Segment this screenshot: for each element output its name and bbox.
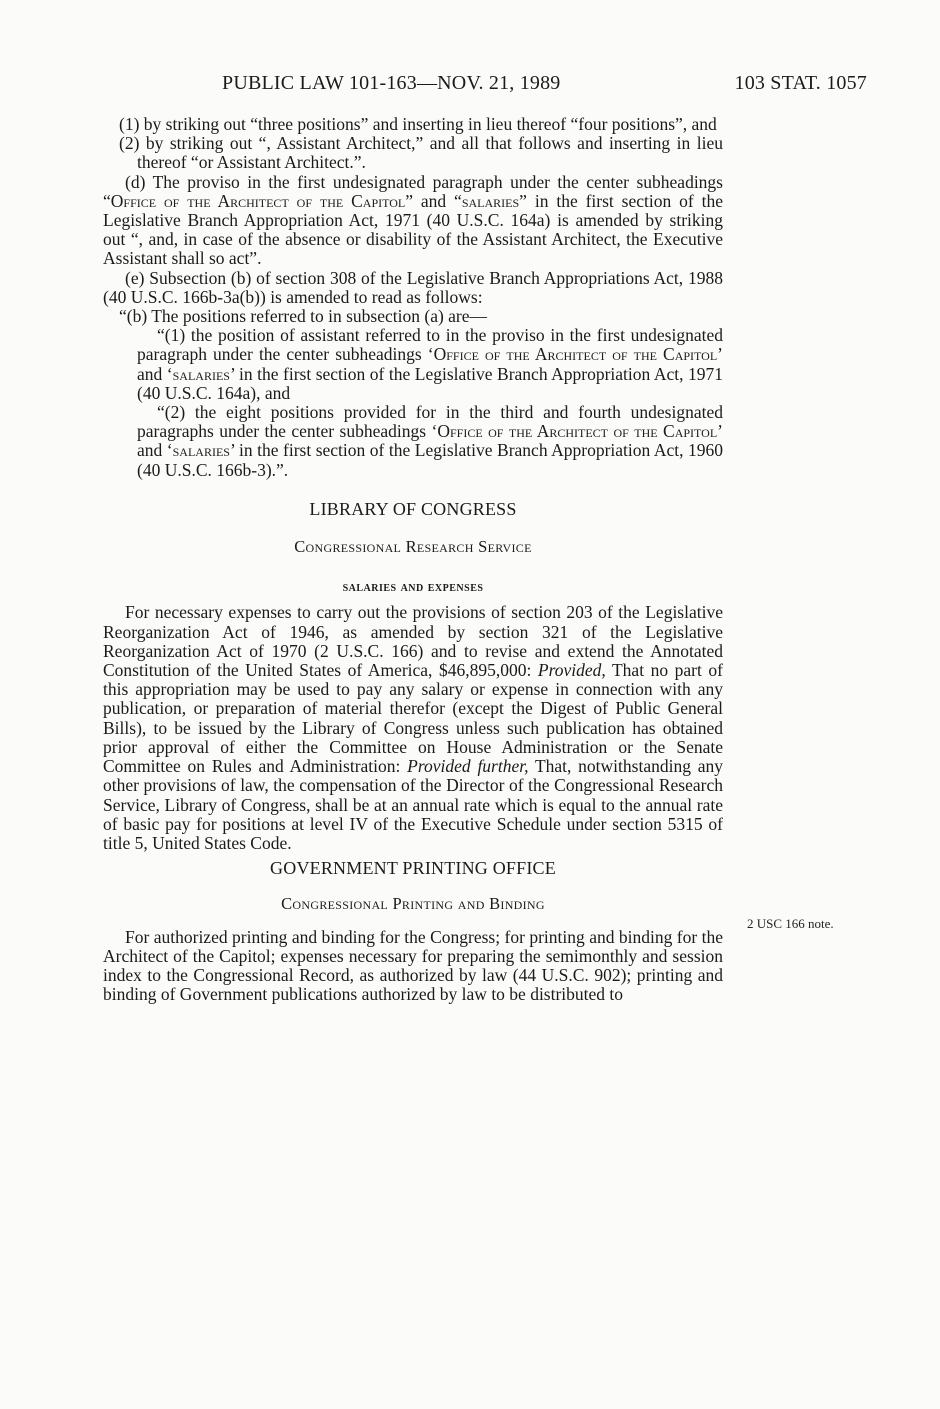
margin-note: 2 USC 166 note. — [747, 916, 834, 931]
amendment-item-1: (1) by striking out “three positions” and inserting in lieu thereof “four positions”, and — [119, 114, 717, 134]
heading-crs: Congressional Research Service — [294, 537, 532, 557]
amendment-item-2: (2) by striking out “, Assistant Architect,” and all that follows and inserting in lieu thereof “or Assistant Architect.”. — [119, 133, 723, 173]
quoted-paragraph-2: “(2) the eight positions provided for in the third and fourth undesignated paragraphs under the center subheadings ‘Office of the Architect of the Capitol’ and ‘salaries’ in the first section of the Legislative Branch Appropriation Act, 1960 (40 U.S.C. 166b-3).”. — [137, 402, 723, 480]
quoted-paragraph-1: “(1) the position of assistant referred to in the proviso in the first undesignated paragraph under the center subheadings ‘Office of the Architect of the Capitol’ and ‘salaries’ in the first section of the Legislative Branch Appropriation Act, 1971 (40 U.S.C. 164a), and — [137, 325, 723, 403]
printing-appropriation-paragraph: For authorized printing and binding for the Congress; for printing and binding for the Architect of the Capitol; expenses necessary for preparing the semimonthly and session index to the Congressional Record, as authorized by law (44 U.S.C. 902); printing and binding of Government publications authorized by law to be distributed to — [103, 926, 723, 1005]
heading-salaries-and-expenses: salaries and expenses — [342, 580, 484, 596]
running-head: PUBLIC LAW 101-163—NOV. 21, 1989 — [222, 72, 561, 94]
subsection-e: (e) Subsection (b) of section 308 of the Legislative Branch Appropriations Act, 1988 (40 U.S.C. 166b-3a(b)) is amended to read as follows: — [103, 267, 723, 307]
quoted-subsection-b: “(b) The positions referred to in subsection (a) are— — [119, 306, 488, 327]
library-appropriation-paragraph: For necessary expenses to carry out the provisions of section 203 of the Legislative Reorganization Act of 1946, as amended by section 321 of the Legislative Reorganization Act of 1970 (2 U.S.C. 166) and to revise and extend the Annotated Constitution of the United States of America, $46,895,000: Provided, That no part of this appropriation may be used to pay any salary or expense in connection with any publication, or preparation of material therefor (except the Digest of Public General Bills), to be issued by the Library of Congress unless such publication has obtained prior approval of either the Committee on House Administration or the Senate Committee on Rules and Administration: Provided further, That, notwithstanding any other provisions of law, the compensation of the Director of the Congressional Research Service, Library of Congress, shall be at an annual rate which is equal to the annual rate of basic pay for positions at level IV of the Executive Schedule under section 5315 of title 5, United States Code. — [103, 602, 724, 853]
heading-gpo: GOVERNMENT PRINTING OFFICE — [270, 858, 556, 879]
page-header — [100, 72, 867, 102]
heading-printing-binding: Congressional Printing and Binding — [281, 894, 545, 914]
heading-library-of-congress: LIBRARY OF CONGRESS — [309, 498, 517, 519]
statute-page-number: 103 STAT. 1057 — [734, 72, 867, 94]
subsection-d: (d) The proviso in the first undesignated paragraph under the center subheadings “Office of the Architect of the Capitol” and “salaries” in the first section of the Legislative Branch Appropriation Act, 1971 (40 U.S.C. 164a) is amended by striking out “, and, in case of the absence or disability of the Assistant Architect, the Executive Assistant shall so act”. — [103, 171, 723, 269]
page-body — [103, 115, 723, 1004]
